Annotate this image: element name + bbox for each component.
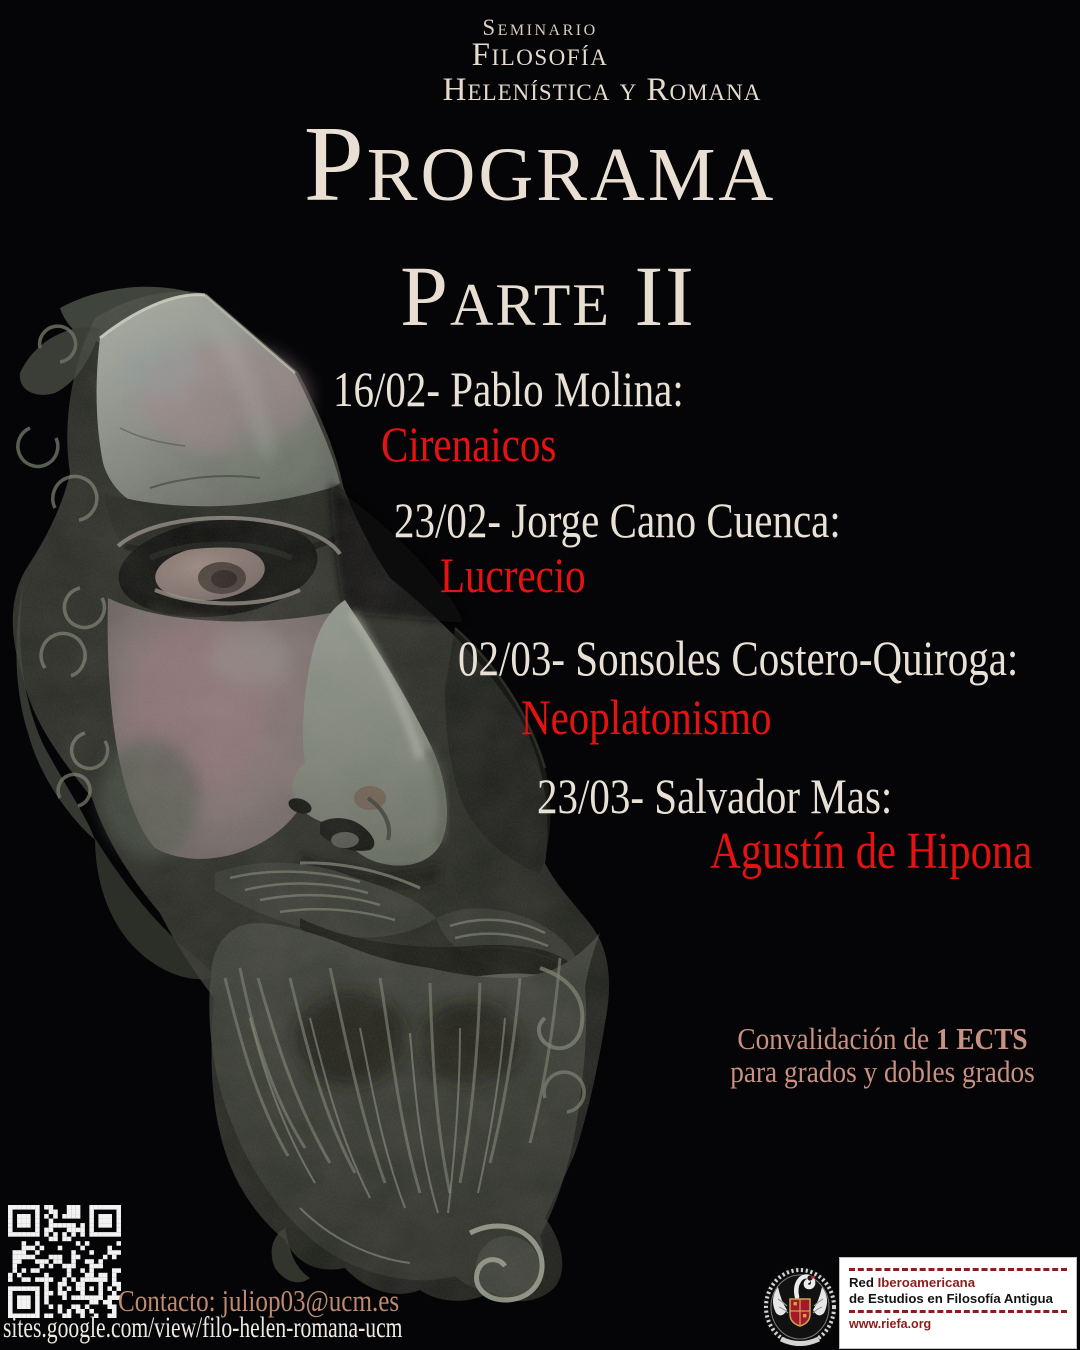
schedule-item-date-speaker: 16/02- Pablo Molina: <box>333 361 684 417</box>
ucm-crest-icon <box>761 1261 839 1349</box>
schedule-item-date-speaker: 23/03- Salvador Mas: <box>537 768 893 824</box>
ects-note-emphasis: 1 ECTS <box>935 1021 1028 1056</box>
ects-note-prefix: Convalidación de <box>737 1021 936 1056</box>
schedule-item-topic: Agustín de Hipona <box>710 823 1033 880</box>
series-title-line2: Helenística y Romana <box>442 72 762 108</box>
schedule-item-date-speaker: 02/03- Sonsoles Costero-Quiroga: <box>458 630 1019 686</box>
riefa-name-line2: de Estudios en Filosofía Antigua <box>849 1291 1053 1307</box>
seminar-kicker: Seminario <box>482 15 598 40</box>
schedule-item-topic: Cirenaicos <box>381 416 557 472</box>
schedule-item-topic: Lucrecio <box>440 547 586 603</box>
riefa-url: www.riefa.org <box>849 1317 932 1332</box>
contact-email: Contacto: juliop03@ucm.es <box>118 1283 400 1318</box>
page-title: Programa <box>303 105 777 224</box>
page-subtitle: Parte II <box>400 248 696 344</box>
website-url: sites.google.com/view/filo-helen-romana-ucm <box>3 1311 403 1344</box>
riefa-name-emphasis: Iberoamericana <box>877 1275 976 1290</box>
riefa-name-first: Red <box>849 1275 878 1290</box>
qr-code-icon <box>8 1205 121 1318</box>
schedule-item-date-speaker: 23/02- Jorge Cano Cuenca: <box>394 492 841 548</box>
riefa-divider-bottom <box>849 1310 1067 1313</box>
ects-note-line2: para grados y dobles grados <box>730 1054 1035 1090</box>
riefa-name-line1 <box>849 1275 1067 1291</box>
schedule-item-topic: Neoplatonismo <box>521 689 772 745</box>
series-title-line1: Filosofía <box>471 37 609 73</box>
riefa-logo-box <box>839 1257 1077 1349</box>
riefa-divider-top <box>849 1268 1067 1271</box>
ects-note <box>722 1022 1043 1089</box>
